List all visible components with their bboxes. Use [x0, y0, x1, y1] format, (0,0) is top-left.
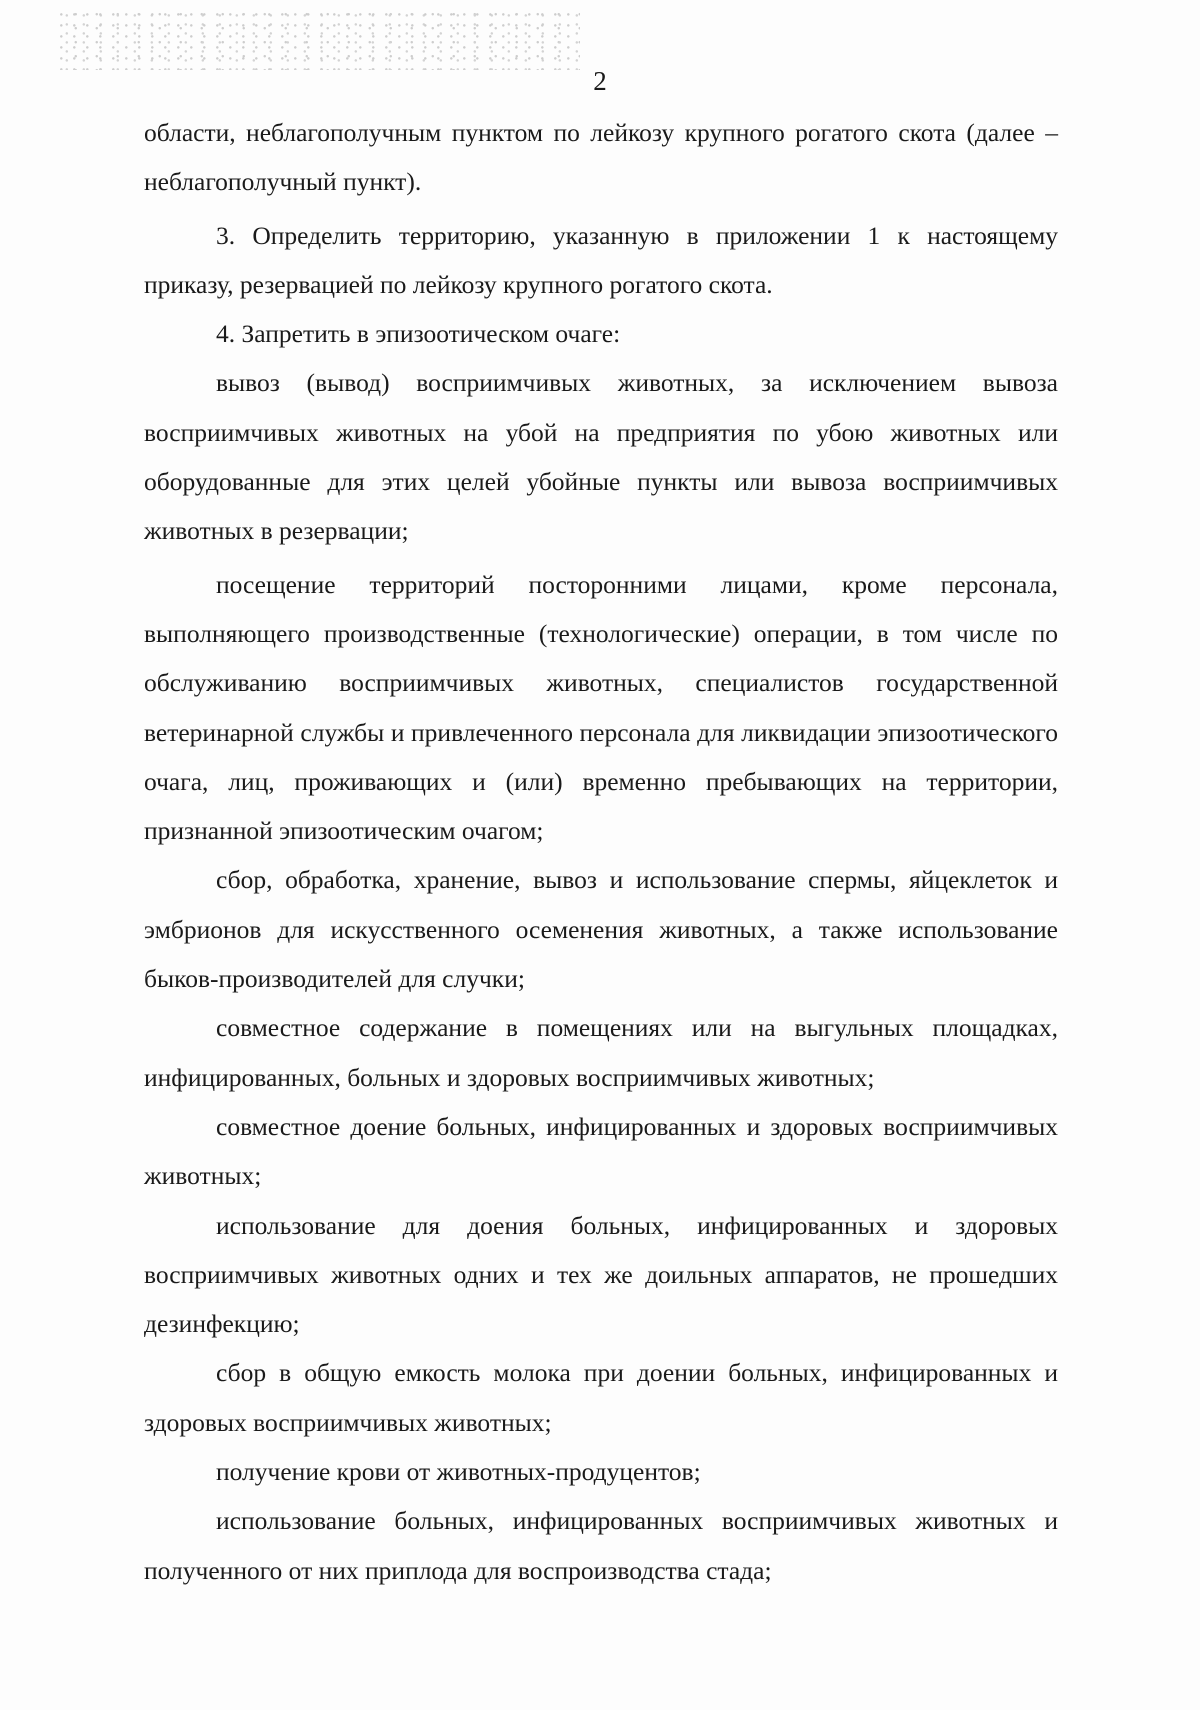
page-number: 2	[593, 66, 607, 96]
paragraph-item-3: 3. Определить территорию, указанную в приложении 1 к настоящему приказу, резервацией по лейкозу крупного рогатого скота.	[144, 220, 1058, 299]
paragraph-ban-visits: посещение территорий посторонними лицами, кроме персонала, выполняющего производственные (технологические) операции, в том числе по обслуживанию восприимчивых животных, специалистов государственной ветеринарной службы и привлеченного персонала для ликвидации эпизоотического очага, лиц, проживающих и (или) временно пребывающих на территории, признанной эпизоотическим очагом;	[144, 569, 1058, 846]
paragraph-ban-joint-milking: совместное доение больных, инфицированных и здоровых восприимчивых животных;	[144, 1111, 1058, 1191]
paragraph-item-4: 4. Запретить в эпизоотическом очаге:	[216, 319, 621, 349]
scan-noise	[60, 10, 580, 70]
paragraph-ban-semen: сбор, обработка, хранение, вывоз и использование спермы, яйцеклеток и эмбрионов для искусственного осеменения животных, а также использование быков-производителей для случки;	[144, 865, 1058, 994]
paragraph-ban-removal: вывоз (вывод) восприимчивых животных, за исключением вывоза восприимчивых животных на убой на предприятия по убою животных или оборудованные для этих целей убойные пункты или вывоза восприимчивых животных в резервации;	[144, 368, 1058, 546]
paragraph-ban-joint-keeping: совместное содержание в помещениях или на выгульных площадках, инфицированных, больных и здоровых восприимчивых животных;	[144, 1013, 1058, 1092]
paragraph-ban-milking-equipment: использование для доения больных, инфицированных и здоровых восприимчивых животных одних и тех же доильных аппаратов, не прошедших дезинфекцию;	[144, 1210, 1058, 1339]
paragraph-ban-milk-collection: сбор в общую емкость молока при доении больных, инфицированных и здоровых восприимчивых животных;	[144, 1358, 1058, 1437]
paragraph-continuation: области, неблагополучным пунктом по лейкозу крупного рогатого скота (далее – неблагополучный пункт).	[144, 118, 1058, 197]
document-body	[144, 108, 1058, 1595]
paragraph-ban-blood: получение крови от животных-продуцентов;	[216, 1457, 701, 1487]
paragraph-ban-breeding: использование больных, инфицированных восприимчивых животных и полученного от них приплода для воспроизводства стада;	[144, 1506, 1058, 1585]
